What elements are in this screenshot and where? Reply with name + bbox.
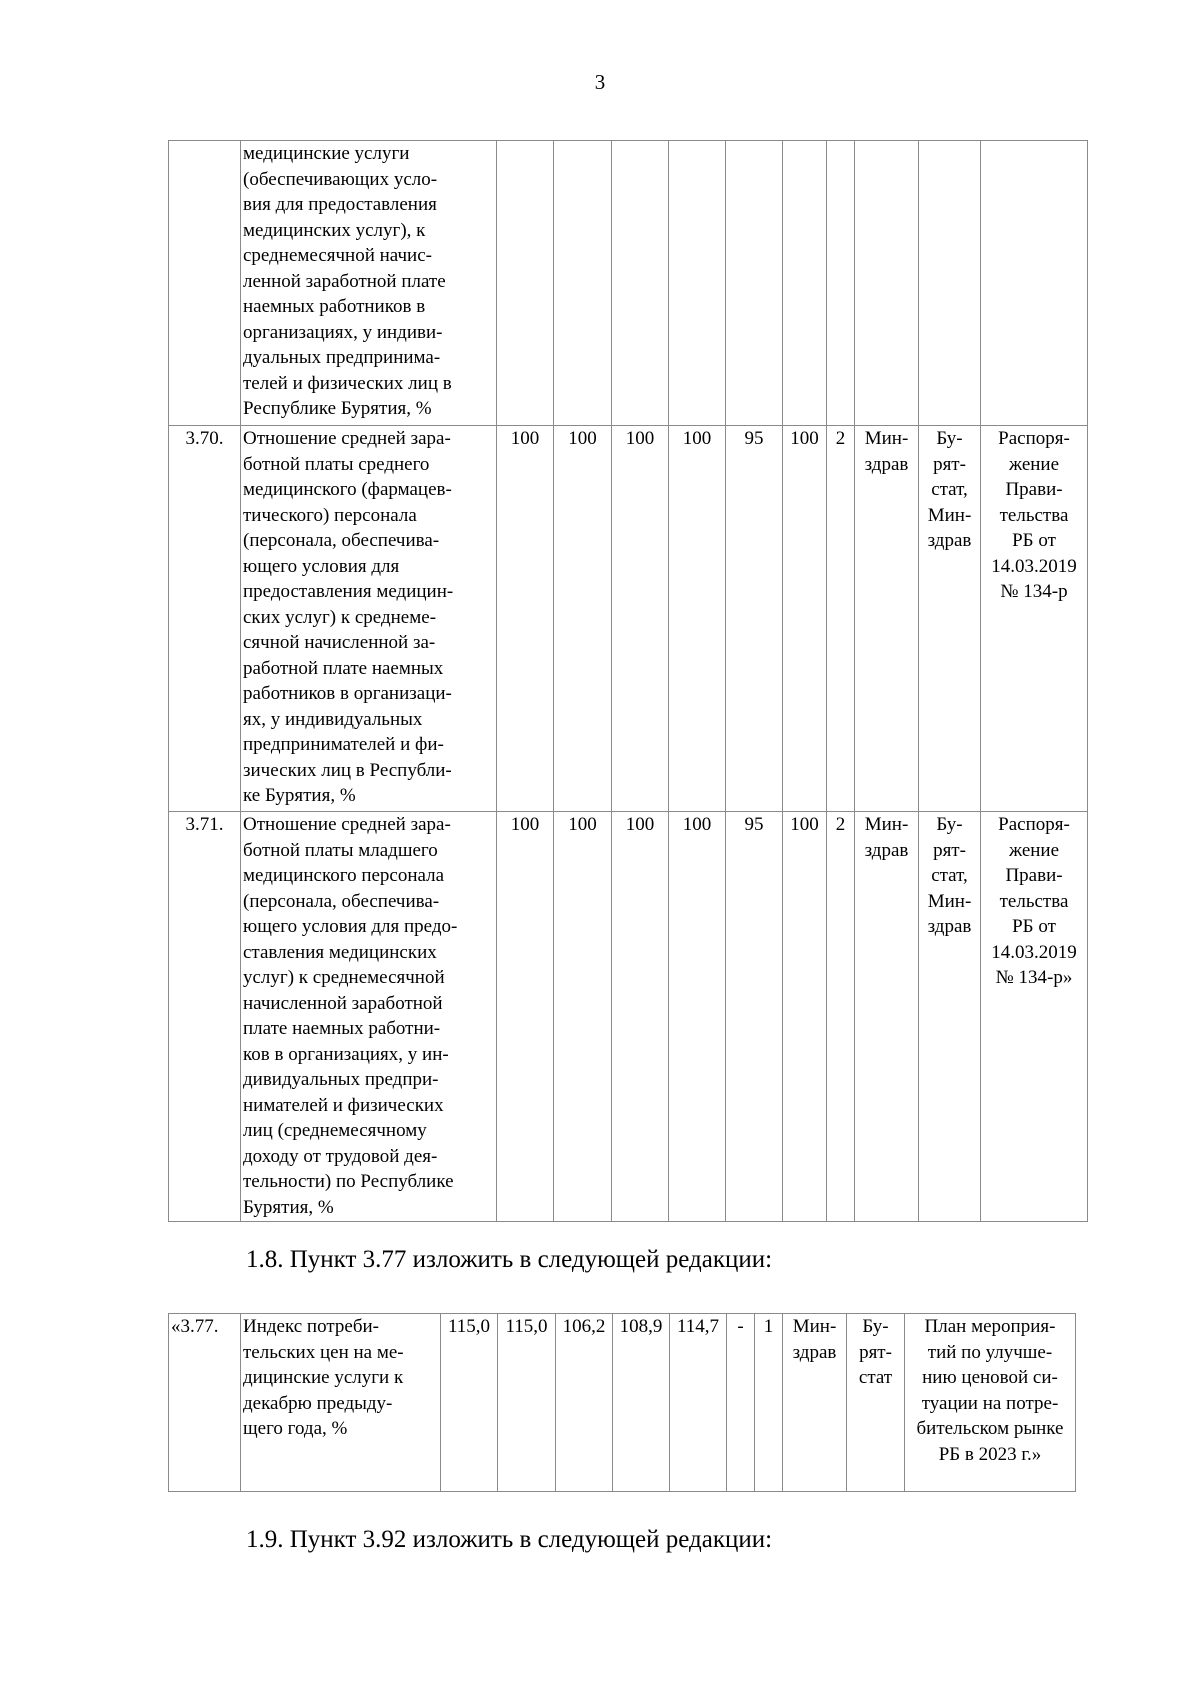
source-cell: Бу- рят- стат: [847, 1314, 905, 1492]
document-cell: План мероприя- тий по улучше- нию ценовой си- туации на потре- бительском рынке РБ в 2023 г.»: [905, 1314, 1076, 1492]
value-cell: 100: [497, 812, 554, 1222]
value-cell: 95: [726, 426, 783, 812]
value-cell: 100: [612, 426, 669, 812]
value-cell: 115,0: [441, 1314, 498, 1492]
document-cell: Распоря- жение Прави- тельства РБ от 14.03.2019 № 134-р»: [981, 812, 1088, 1222]
responsible-cell: Мин- здрав: [783, 1314, 847, 1492]
indicators-table: [168, 140, 1088, 1222]
value-cell: [726, 141, 783, 426]
value-cell: 2: [827, 426, 855, 812]
value-cell: 100: [554, 426, 612, 812]
value-cell: 100: [669, 812, 726, 1222]
value-cell: 100: [783, 812, 827, 1222]
indicator-name: медицинские услуги (обеспечивающих усло- вия для предоставления медицинских услуг), к среднемесячной начис- ленной заработной плате наемных работников в организациях, у индиви- дуальных предпринима- телей и физических лиц в Республике Бурятия, %: [241, 141, 497, 426]
value-cell: 108,9: [613, 1314, 670, 1492]
value-cell: 106,2: [556, 1314, 613, 1492]
table-row: [169, 812, 1088, 1222]
value-cell: 100: [612, 812, 669, 1222]
table-row: [169, 426, 1088, 812]
value-cell: [612, 141, 669, 426]
row-number: 3.71.: [169, 812, 241, 1222]
value-cell: 115,0: [498, 1314, 556, 1492]
row-number: 3.70.: [169, 426, 241, 812]
source-cell: Бу- рят- стат, Мин- здрав: [919, 426, 981, 812]
value-cell: [783, 141, 827, 426]
document-cell: Распоря- жение Прави- тельства РБ от 14.03.2019 № 134-р: [981, 426, 1088, 812]
responsible-cell: Мин- здрав: [855, 426, 919, 812]
responsible-cell: [855, 141, 919, 426]
section-heading: 1.9. Пункт 3.92 изложить в следующей редакции:: [246, 1526, 773, 1553]
indicator-name: Отношение средней зара- ботной платы среднего медицинского (фармацев- тического) персонала (персонала, обеспечива- ющего условия для предоставления медицин- ских услуг) к среднеме- сячной начисленной за- работной плате наемных работников в организаци- ях, у индивидуальных предпринимателей и фи- зических лиц в Республи- ке Бурятия, %: [241, 426, 497, 812]
document-cell: [981, 141, 1088, 426]
indicator-name: Индекс потреби- тельских цен на ме- дицинские услуги к декабрю предыду- щего года, %: [241, 1314, 441, 1492]
indicator-3-77-table: [168, 1313, 1076, 1492]
responsible-cell: Мин- здрав: [855, 812, 919, 1222]
row-number: «3.77.: [169, 1314, 241, 1492]
page-number: 3: [594, 70, 606, 94]
value-cell: 2: [827, 812, 855, 1222]
value-cell: 100: [669, 426, 726, 812]
value-cell: 100: [783, 426, 827, 812]
value-cell: 1: [755, 1314, 783, 1492]
source-cell: Бу- рят- стат, Мин- здрав: [919, 812, 981, 1222]
value-cell: [669, 141, 726, 426]
source-cell: [919, 141, 981, 426]
value-cell: [497, 141, 554, 426]
value-cell: 100: [497, 426, 554, 812]
value-cell: -: [727, 1314, 755, 1492]
section-heading: 1.8. Пункт 3.77 изложить в следующей редакции:: [246, 1246, 773, 1273]
table-row: [169, 141, 1088, 426]
value-cell: [827, 141, 855, 426]
indicator-name: Отношение средней зара- ботной платы младшего медицинского персонала (персонала, обеспечива- ющего условия для предо- ставления медицинских услуг) к среднемесячной начисленной заработной плате наемных работни- ков в организациях, у ин- дивидуальных предпри- нимателей и физических лиц (среднемесячному доходу от трудовой дея- тельности) по Республике Бурятия, %: [241, 812, 497, 1222]
value-cell: 114,7: [670, 1314, 727, 1492]
value-cell: 95: [726, 812, 783, 1222]
table-row: [169, 1314, 1076, 1492]
row-number: [169, 141, 241, 426]
value-cell: [554, 141, 612, 426]
value-cell: 100: [554, 812, 612, 1222]
